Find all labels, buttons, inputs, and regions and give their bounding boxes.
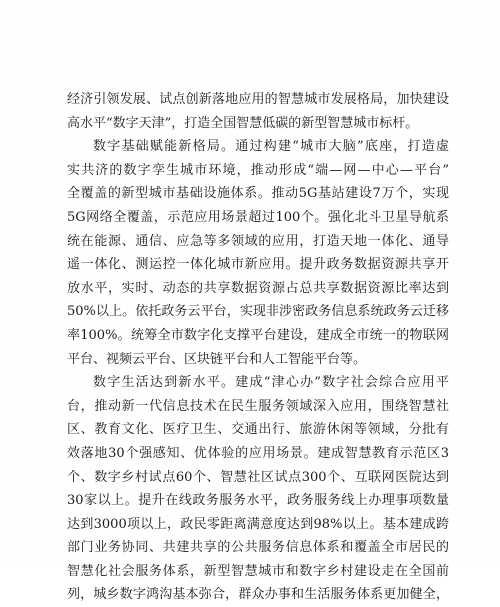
text-line: 区、教育文化、医疗卫生、交通出行、旅游休闲等领域，分批有	[67, 422, 449, 438]
text-line: 放水平，实时、动态的共享数据资源占总共享数据资源比率达到	[67, 280, 449, 296]
text-line: 统在能源、通信、应急等多领域的应用，打造天地一体化、通导	[67, 233, 449, 249]
text-line: 全覆盖的新型城市基础设施体系。推动5G基站建设7万个，实现	[67, 186, 449, 202]
text-line: 个、数字乡村试点60个、智慧社区试点300个、互联网医院达到	[67, 469, 449, 485]
text-line: 智慧化社会服务体系，新型智慧城市和数字乡村建设走在全国前	[67, 563, 449, 579]
body-text	[67, 88, 449, 607]
text-line: 达到3000项以上，政民零距离满意度达到98%以上。基本建成跨	[67, 516, 449, 532]
text-line: 5G网络全覆盖，示范应用场景超过100个。强化北斗卫星导航系	[67, 209, 449, 225]
text-line: 30家以上。提升在线政务服务水平，政务服务线上办理事项数量	[67, 493, 449, 509]
text-line: 效落地30个强感知、优体验的应用场景。建成智慧教育示范区3	[67, 445, 449, 461]
text-line: 遥一体化、测运控一体化城市新应用。提升政务数据资源共享开	[67, 257, 449, 273]
text-line: 数字基础赋能新格局。通过构建“城市大脑”底座，打造虚	[93, 139, 449, 155]
text-line: 部门业务协同、共建共享的公共服务信息体系和覆盖全市居民的	[67, 540, 449, 556]
text-line: 平台、视频云平台、区块链平台和人工智能平台等。	[67, 351, 367, 367]
text-line: 50%以上。依托政务云平台，实现非涉密政务信息系统政务云迁移	[67, 304, 449, 320]
text-line: 经济引领发展、试点创新落地应用的智慧城市发展格局，加快建设	[67, 92, 449, 107]
text-line: 率100%。统筹全市数字化支撑平台建设，建成全市统一的物联网	[67, 327, 449, 343]
text-line: 台，推动新一代信息技术在民生服务领域深入应用，围绕智慧社	[67, 398, 449, 414]
text-line: 高水平“数字天津”，打造全国智慧低碳的新型智慧城市标杆。	[67, 115, 419, 131]
text-line: 列，城乡数字鸿沟基本弥合，群众办事和生活服务体系更加健全，	[67, 587, 449, 603]
text-line: 数字生活达到新水平。建成“津心办”数字社会综合应用平	[93, 375, 449, 391]
text-line: 实共济的数字孪生城市环境，推动形成“端—网—中心—平台”	[67, 162, 449, 178]
